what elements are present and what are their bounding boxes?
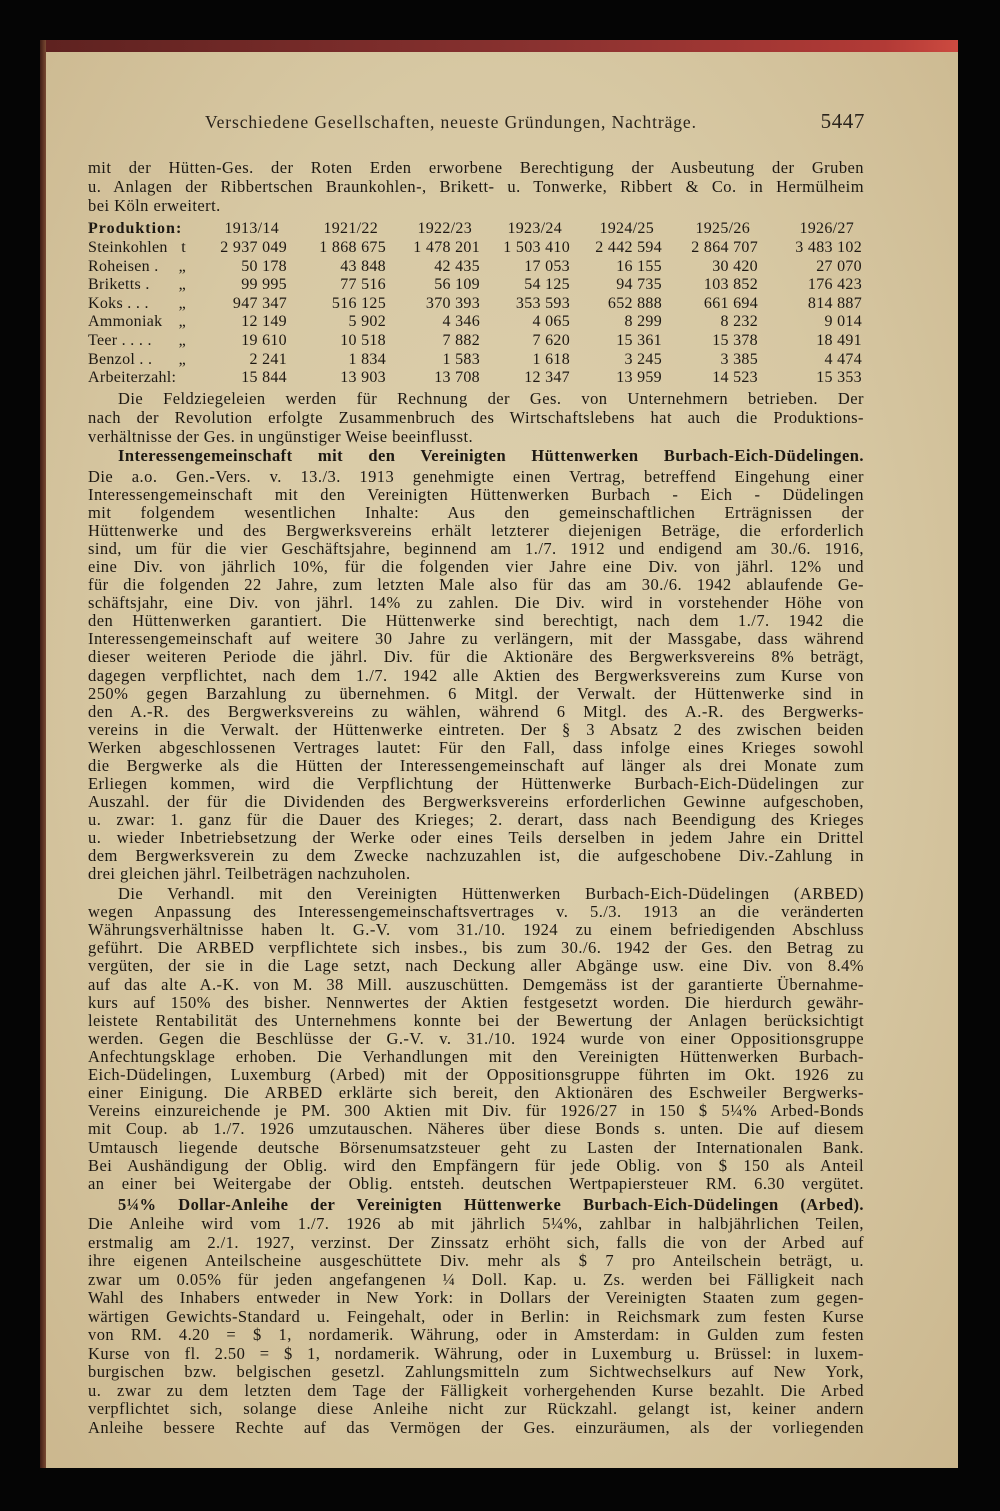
- table-cell: 15 844: [241, 369, 287, 387]
- text-line: mit Coup. ab 1./7. 1926 umzutauschen. Näheres über diese Bonds s. unten. Die auf diesem: [88, 1120, 864, 1139]
- year-header: 1926/27: [799, 220, 854, 237]
- production-table: [88, 218, 864, 388]
- text-line: u. Anlagen der Ribbertschen Braunkohlen-, Brikett- u. Tonwerke, Ribbert & Co. in Hermülheim: [88, 176, 864, 196]
- table-cell: 1 503 410: [503, 239, 570, 256]
- table-cell: 12 149: [241, 313, 287, 331]
- table-cell: 17 053: [524, 257, 570, 275]
- text-line: werden. Gegen die Beschlüsse der G.-V. v. 31./10. 1924 wurde von einer Oppositionsgruppe: [88, 1029, 864, 1048]
- row-unit: „: [178, 331, 186, 349]
- text-line: Währungsverhältnisse haben lt. G.-V. vom 31./10. 1924 zu einem befriedigenden Abschluss: [88, 921, 864, 940]
- text-line: dieser weiteren Periode die jährl. Div. für die Aktionäre des Bergwerksvereins 8% beträgt,: [88, 648, 864, 667]
- table-cell: 652 888: [607, 294, 662, 312]
- text-line: verpflichtet sich, solange diese Anleihe nicht zur Rückzahl. gelangt ist, keiner andern: [88, 1400, 864, 1419]
- table-row: [88, 369, 864, 388]
- section-heading: 5¼% Dollar-Anleihe der Vereinigten Hüttenwerke Burbach-Eich-Düdelingen (Arbed).: [118, 1195, 864, 1214]
- table-cell: 370 393: [425, 294, 480, 312]
- table-cell: 1 868 675: [319, 239, 386, 256]
- table-cell: 8 232: [720, 313, 758, 331]
- table-header-row: [88, 218, 864, 239]
- table-cell: 7 620: [532, 331, 570, 349]
- table-cell: 14 523: [712, 369, 758, 387]
- text-line: Bei Aushändigung der Oblig. wird den Empfängern für jede Oblig. von $ 150 als Anteil: [88, 1156, 864, 1175]
- table-cell: 12 347: [524, 369, 570, 387]
- text-line: den Hüttenwerken garantiert. Die Hüttenwerke sind berechtigt, nach dem 1./7. 1942 die: [88, 612, 864, 631]
- table-cell: 2 442 594: [595, 239, 662, 256]
- text-line: Anleihe bessere Rechte auf das Vermögen der Ges. einzuräumen, als der vorliegenden: [88, 1419, 864, 1438]
- row-label-text: Ammoniak: [88, 313, 163, 331]
- row-label-text: Briketts .: [88, 276, 150, 294]
- year-header: 1913/14: [224, 220, 279, 237]
- table-cell: 18 491: [816, 331, 862, 349]
- table-cell: 4 474: [824, 350, 862, 368]
- text-line: Wahl des Inhabers entweder in New York: in Dollars der Vereinigten Staaten zum gegen-: [88, 1289, 864, 1308]
- text-line: u. wieder Inbetriebsetzung der Werke oder eines Teils derselben in jedem Jahre ein Drittel: [88, 828, 864, 847]
- text-line: Interessengemeinschaft auf weitere 30 Jahre zu verlängern, mit der Massgabe, dass während: [88, 630, 864, 649]
- table-cell: 15 378: [712, 331, 758, 349]
- text-line: dem Bergwerksverein zu dem Zwecke nachzuzahlen ist, die aufgeschobene Div.-Zahlung in: [88, 846, 864, 865]
- table-cell: 42 435: [434, 257, 480, 275]
- table-cell: 1 478 201: [413, 239, 480, 256]
- intro-paragraph: [88, 158, 864, 215]
- row-label-text: Roheisen .: [88, 257, 159, 275]
- table-cell: 1 583: [442, 350, 480, 368]
- text-line: für die folgenden 22 Jahre, zum letzten Male also für das am 30./6. 1942 ablaufende Ge-: [88, 576, 864, 595]
- table-cell: 50 178: [241, 257, 287, 275]
- row-label: [88, 313, 200, 332]
- table-cell: 1 834: [348, 350, 386, 368]
- text-line: Erliegen kommen, wird die Verpflichtung der Hüttenwerke Burbach-Eich-Düdelingen zur: [88, 774, 864, 793]
- table-row: [88, 313, 864, 332]
- production-label: Produktion:: [88, 220, 183, 237]
- text-line: Die Verhandl. mit den Vereinigten Hüttenwerken Burbach-Eich-Düdelingen (ARBED): [118, 885, 864, 903]
- table-cell: 1 618: [532, 350, 570, 368]
- text-line: leistete Rentabilität des Unternehmens konnte bei der Bewertung der Anlagen berücksichtigt: [88, 1011, 864, 1030]
- text-line: Kurse von fl. 2.50 = $ 1, nordamerik. Währung, oder in Luxemburg u. Brüssel: in luxem-: [88, 1344, 864, 1363]
- row-unit: „: [178, 257, 186, 275]
- table-cell: 2 864 707: [691, 239, 758, 256]
- table-cell: 94 735: [616, 276, 662, 294]
- table-cell: 176 423: [807, 276, 862, 294]
- text-line: mit folgendem wesentlichen Inhalte: Aus den gemeinschaftlichen Erträgnissen der: [88, 504, 864, 523]
- text-line: Die Feldziegeleien werden für Rechnung der Ges. von Unternehmern betrieben. Der: [118, 388, 864, 408]
- row-label-text: Teer . . . .: [88, 331, 152, 349]
- text-line: den A.-R. des Bergwerksvereins zu wählen, während 6 Mitgl. des A.-R. des Bergwerks-: [88, 702, 864, 721]
- text-line: geführt. Die ARBED verpflichtete sich insbes., bis zum 30./6. 1942 der Ges. den Betrag zu: [88, 939, 864, 958]
- table-cell: 19 610: [241, 331, 287, 349]
- year-header: 1923/24: [507, 220, 562, 237]
- text-line: vereins in die Verwalt. der Hüttenwerke eintreten. Der § 3 Absatz 2 des zwischen beiden: [88, 720, 864, 739]
- text-line: zwar um 0.05% für jeden angefangenen ¼ Doll. Kap. u. Zs. werden bei Fälligkeit nach: [88, 1270, 864, 1289]
- table-cell: 99 995: [241, 276, 287, 294]
- row-unit: „: [178, 294, 186, 312]
- text-line: die Bergwerke als die Hütten der Interessengemeinschaft auf länger als drei Monate zum: [88, 756, 864, 775]
- text-line: Anfechtungsklage erhoben. Die Verhandlungen mit den Vereinigten Hüttenwerken Burbach-: [88, 1047, 864, 1066]
- text-line: erstmalig am 2./1. 1927, verzinst. Der Zinssatz erhöht sich, falls die von der Arbed auf: [88, 1233, 864, 1252]
- text-line: ihre eigenen Anteilscheine ausgeschüttete Div. mehr als $ 7 pro Anteilschein beträgt, u.: [88, 1252, 864, 1271]
- feldziegeleien-paragraph: [88, 389, 864, 446]
- interessengemeinschaft-paragraph-2: [88, 885, 864, 1193]
- row-unit: „: [178, 313, 186, 331]
- text-line: u. zwar zu dem letzten dem Tage der Fälligkeit vorhergehenden Kurse bezahlt. Die Arbed: [88, 1381, 864, 1400]
- table-row: [88, 295, 864, 314]
- text-line: dagegen verpflichtet, nach dem 1./7. 1942 alle Aktien des Bergwerksvereins zum Kurse von: [88, 666, 864, 685]
- table-cell: 2 937 049: [220, 239, 287, 256]
- text-line: eine Div. von jährlich 10%, für die folgenden vier Jahre eine Div. von jährl. 12% und: [88, 558, 864, 577]
- text-line: verhältnisse der Ges. in ungünstiger Weise beeinflusst.: [88, 426, 474, 446]
- text-line: von RM. 4.20 = $ 1, nordamerik. Währung, oder in Amsterdam: in Gulden zum festen: [88, 1326, 864, 1345]
- table-cell: 13 959: [616, 369, 662, 387]
- table-row: [88, 332, 864, 351]
- text-line: Umtausch liegende deutsche Börsenumsatzsteuer geht zu Lasten der Internationalen Bank.: [88, 1138, 864, 1157]
- row-label: [88, 351, 200, 370]
- section-heading-interessengemeinschaft: [88, 446, 864, 465]
- text-line: mit der Hütten-Ges. der Roten Erden erworbene Berechtigung der Ausbeutung der Gruben: [88, 157, 864, 177]
- table-cell: 3 385: [720, 350, 758, 368]
- table-cell: 9 014: [824, 313, 862, 331]
- table-cell: 2 241: [249, 350, 287, 368]
- text-line: einer Einigung. Die ARBED erklärte sich bereit, den Aktionären des Eschweiler Bergwerks-: [88, 1084, 864, 1103]
- text-line: Hüttenwerke und des Bergwerksvereins erhält letzterer diejenigen Beträge, die erforderlich: [88, 522, 864, 541]
- table-cell: 4 346: [442, 313, 480, 331]
- text-line: u. zwar: 1. ganz für die Dauer des Krieges; 2. derart, dass nach Beendigung des Krieges: [88, 810, 864, 829]
- text-line: schäftsjahr, eine Div. von jährl. 14% zu zahlen. Die Div. wird in vorstehender Höhe von: [88, 594, 864, 613]
- page-left-edge: [40, 40, 46, 1468]
- year-header: 1921/22: [323, 220, 378, 237]
- interessengemeinschaft-paragraph-1: [88, 468, 864, 883]
- table-cell: 103 852: [703, 276, 758, 294]
- text-line: Auszahl. der für die Dividenden des Bergwerksvereins erforderlichen Gewinne aufgeschoben,: [88, 792, 864, 811]
- text-line: vergüten, der sie in die Lage setzt, nach Deckung aller Abgänge usw. eine Div. von 8.4%: [88, 957, 864, 976]
- row-unit: „: [178, 350, 186, 368]
- table-row: [88, 276, 864, 295]
- text-line: auf das alte A.-K. von M. 38 Mill. auszuschütten. Demgemäss ist der garantierte Übernahme-: [88, 975, 864, 994]
- running-title: Verschiedene Gesellschaften, neueste Gründungen, Nachträge.: [205, 112, 697, 132]
- row-label: [88, 295, 200, 314]
- table-cell: 5 902: [348, 313, 386, 331]
- row-label: [88, 332, 200, 351]
- year-header: 1924/25: [599, 220, 654, 237]
- table-cell: 13 708: [434, 369, 480, 387]
- row-unit: „: [178, 276, 186, 294]
- dollar-anleihe-paragraph: [88, 1215, 864, 1438]
- table-cell: 8 299: [624, 313, 662, 331]
- table-cell: 7 882: [442, 331, 480, 349]
- text-line: sind, um für die vier Geschäftsjahre, beginnend am 1./7. 1912 und endigend am 30./6. 1916,: [88, 540, 864, 559]
- text-line: wegen Anpassung des Interessengemeinschaftsvertrages v. 5./3. 1913 an die veränderten: [88, 903, 864, 922]
- table-cell: 13 903: [340, 369, 386, 387]
- text-line: Die Anleihe wird vom 1./7. 1926 ab mit jährlich 5¼%, zahlbar in halbjährlichen Teilen,: [88, 1215, 864, 1233]
- text-line: Die a.o. Gen.-Vers. v. 13./3. 1913 genehmigte einen Vertrag, betreffend Eingehung einer: [88, 468, 864, 486]
- table-row: [88, 351, 864, 370]
- table-cell: 10 518: [340, 331, 386, 349]
- text-line: Eich-Düdelingen, Luxemburg (Arbed) mit der Oppositionsgruppe führten im Okt. 1926 zu: [88, 1066, 864, 1085]
- text-line: Interessengemeinschaft mit den Vereinigten Hüttenwerken Burbach - Eich - Düdelingen: [88, 486, 864, 505]
- text-line: Werken abgeschlossenen Vertrages lautet: Für den Fall, dass infolge eines Krieges sowohl: [88, 738, 864, 757]
- page-number: 5447: [820, 109, 865, 133]
- row-label: [88, 369, 200, 388]
- text-line: kurs auf 150% des bisher. Nennwertes der Aktien festgesetzt worden. Die hierdurch gewähr-: [88, 993, 864, 1012]
- table-cell: 77 516: [340, 276, 386, 294]
- text-line: bei Köln erweitert.: [88, 195, 221, 215]
- year-header: 1925/26: [695, 220, 750, 237]
- text-line: drei gleichen jährl. Teilbeträgen nachzuholen.: [88, 865, 411, 884]
- table-cell: 30 420: [712, 257, 758, 275]
- page-top-edge: [40, 40, 958, 52]
- table-row: [88, 258, 864, 277]
- table-cell: 43 848: [340, 257, 386, 275]
- table-cell: 27 070: [816, 257, 862, 275]
- table-cell: 947 347: [232, 294, 287, 312]
- table-cell: 516 125: [331, 294, 386, 312]
- section-heading: Interessengemeinschaft mit den Vereinigten Hüttenwerken Burbach-Eich-Düdelingen.: [118, 446, 864, 465]
- row-unit: t: [181, 239, 186, 256]
- section-heading-dollar-anleihe: [88, 1195, 864, 1214]
- text-line: Vereins einzureichende je PM. 300 Aktien mit Div. für 1926/27 in 150 $ 5¼% Arbed-Bonds: [88, 1102, 864, 1121]
- table-cell: 3 245: [624, 350, 662, 368]
- row-label-text: Benzol . .: [88, 350, 153, 368]
- table-cell: 353 593: [515, 294, 570, 312]
- year-header: 1922/23: [417, 220, 472, 237]
- row-label: [88, 276, 200, 295]
- text-line: 250% gegen Barzahlung zu übernehmen. 6 Mitgl. der Verwalt. der Hüttenwerke sind in: [88, 684, 864, 703]
- row-label-text: Koks . . .: [88, 294, 149, 312]
- row-label: [88, 258, 200, 277]
- table-cell: 16 155: [616, 257, 662, 275]
- row-label: [88, 239, 200, 258]
- text-line: nach der Revolution erfolgte Zusammenbruch des Wirtschaftslebens hat auch die Produktions-: [88, 407, 864, 427]
- table-cell: 54 125: [524, 276, 570, 294]
- row-label-text: Arbeiterzahl:: [88, 369, 177, 387]
- text-line: burgischen bzw. belgischen gesetzl. Zahlungsmitteln zum Sichtwechselkurs auf New York,: [88, 1363, 864, 1382]
- table-cell: 4 065: [532, 313, 570, 331]
- text-line: an einer bei Weitergabe der Oblig. entsteh. deutschen Wertpapiersteuer RM. 6.30 vergütet.: [88, 1174, 864, 1193]
- table-row: [88, 239, 864, 258]
- text-line: wärtigen Gewichts-Standard u. Feingehalt, oder in Berlin: in Reichsmark zum festen Kurse: [88, 1307, 864, 1326]
- table-cell: 15 361: [616, 331, 662, 349]
- table-cell: 56 109: [434, 276, 480, 294]
- row-label-text: Steinkohlen: [88, 239, 168, 256]
- table-cell: 15 353: [816, 369, 862, 387]
- table-cell: 661 694: [703, 294, 758, 312]
- table-cell: 814 887: [807, 294, 862, 312]
- table-cell: 3 483 102: [795, 239, 862, 256]
